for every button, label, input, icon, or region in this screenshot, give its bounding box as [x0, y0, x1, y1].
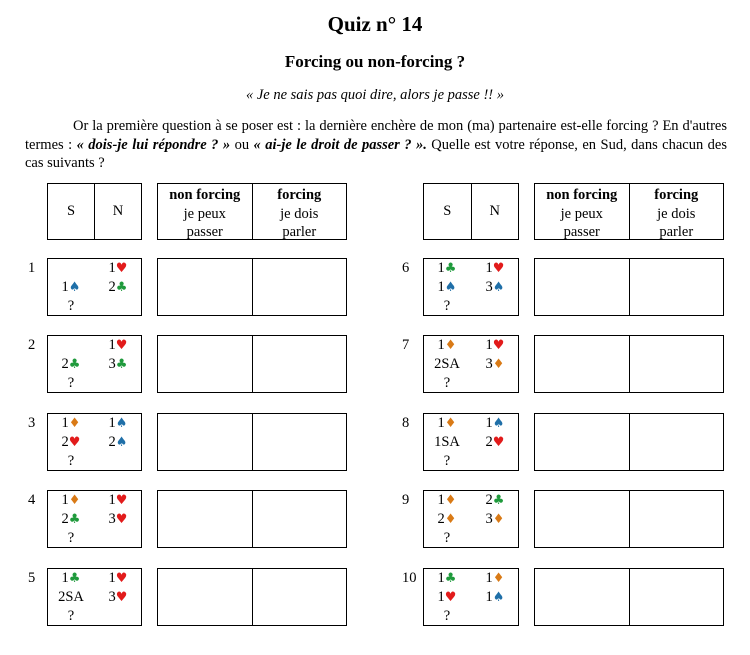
north-bid — [97, 356, 139, 373]
answer-row — [534, 413, 724, 471]
heart-icon: ♥ — [115, 261, 128, 276]
south-bid-level: 2 — [61, 434, 69, 450]
south-bid — [50, 434, 92, 451]
header-nonforcing: non forcing je peux passer — [169, 187, 241, 240]
diamond-icon: ♦ — [492, 571, 505, 586]
south-bid — [426, 511, 468, 528]
club-icon: ♣ — [68, 512, 81, 527]
north-bid — [97, 337, 139, 354]
diamond-icon: ♦ — [492, 357, 505, 372]
heart-icon: ♥ — [492, 435, 505, 450]
heart-icon: ♥ — [492, 338, 505, 353]
south-bid-level: 1 — [437, 260, 445, 276]
north-bid-level: 3 — [108, 511, 116, 527]
south-bid-level: 2 — [61, 511, 69, 527]
north-bid-level: 1 — [108, 492, 116, 508]
north-bid — [474, 434, 516, 451]
diamond-icon: ♦ — [68, 416, 81, 431]
south-bid — [50, 356, 92, 373]
diamond-icon: ♦ — [444, 416, 457, 431]
question-mark: ? — [67, 608, 75, 624]
north-bid — [474, 337, 516, 354]
diamond-icon: ♦ — [68, 493, 81, 508]
south-bid — [426, 589, 468, 606]
south-bid-level: 2 — [61, 356, 69, 372]
answer-forcing-cell[interactable] — [629, 414, 724, 470]
south-bid — [426, 415, 468, 432]
answer-forcing-cell[interactable] — [629, 336, 724, 392]
club-icon: ♣ — [444, 261, 457, 276]
north-bid — [97, 434, 139, 451]
deal-number: 10 — [402, 570, 417, 586]
north-bid — [474, 279, 516, 296]
north-bid-level: 1 — [108, 415, 116, 431]
answer-row — [534, 490, 724, 548]
spade-icon: ♠ — [444, 280, 457, 295]
club-icon: ♣ — [444, 571, 457, 586]
south-bid — [426, 492, 468, 509]
deal-number: 5 — [28, 570, 36, 586]
north-bid — [474, 511, 516, 528]
question-mark: ? — [443, 608, 451, 624]
north-bid — [97, 492, 139, 509]
diamond-icon: ♦ — [444, 512, 457, 527]
question-mark: ? — [67, 375, 75, 391]
heart-icon: ♥ — [115, 512, 128, 527]
deal-number: 9 — [402, 492, 410, 508]
north-bid-level: 3 — [485, 279, 493, 295]
diamond-icon: ♦ — [444, 338, 457, 353]
spade-icon: ♠ — [492, 590, 505, 605]
south-bid-level: 1 — [437, 570, 445, 586]
north-bid — [97, 415, 139, 432]
answer-forcing-cell[interactable] — [629, 491, 724, 547]
header-answers-right — [534, 183, 724, 240]
answer-nonforcing-cell[interactable] — [535, 259, 629, 315]
south-bid — [426, 570, 468, 587]
club-icon: ♣ — [68, 571, 81, 586]
north-bid-level: 1 — [108, 570, 116, 586]
north-bid-level: 1 — [485, 415, 493, 431]
deal-number: 4 — [28, 492, 36, 508]
answer-nonforcing-cell[interactable] — [158, 336, 252, 392]
header-north: N — [94, 184, 141, 239]
deal-number: 3 — [28, 415, 36, 431]
spade-icon: ♠ — [68, 280, 81, 295]
question-mark: ? — [67, 298, 75, 314]
south-bid — [50, 415, 92, 432]
spade-icon: ♠ — [492, 416, 505, 431]
answer-nonforcing-cell[interactable] — [158, 259, 252, 315]
club-icon: ♣ — [115, 280, 128, 295]
deal-number: 2 — [28, 337, 36, 353]
south-bid-level: 1 — [437, 337, 445, 353]
heart-icon: ♥ — [115, 590, 128, 605]
north-bid-level: 2 — [485, 434, 493, 450]
south-bid — [50, 570, 92, 587]
south-bid — [426, 434, 468, 451]
answer-row — [157, 335, 347, 393]
answer-forcing-cell[interactable] — [252, 491, 347, 547]
deal-number: 8 — [402, 415, 410, 431]
intro-paragraph — [25, 117, 727, 173]
north-bid-level: 3 — [108, 589, 116, 605]
spade-icon: ♠ — [492, 280, 505, 295]
south-bid-level: 1 — [61, 492, 69, 508]
answer-nonforcing-cell[interactable] — [158, 491, 252, 547]
north-bid-level: 3 — [485, 356, 493, 372]
heart-icon: ♥ — [68, 435, 81, 450]
answer-row — [534, 335, 724, 393]
club-icon: ♣ — [492, 493, 505, 508]
intro-text-1: Or la première question à se poser est : la dernière enchère de mon (ma) partenaire est-elle forcing ? En d'autres termes : — [25, 118, 727, 153]
north-bid — [97, 589, 139, 606]
answer-forcing-cell[interactable] — [629, 259, 724, 315]
north-bid — [474, 570, 516, 587]
page-title: Quiz n° 14 — [327, 12, 423, 36]
club-icon: ♣ — [68, 357, 81, 372]
club-icon: ♣ — [115, 357, 128, 372]
answer-nonforcing-cell[interactable] — [535, 569, 629, 625]
north-bid-level: 1 — [485, 260, 493, 276]
heart-icon: ♥ — [492, 261, 505, 276]
answer-forcing-cell[interactable] — [252, 336, 347, 392]
page-subtitle: Forcing ou non-forcing ? — [284, 52, 466, 71]
north-bid-level: 2 — [108, 434, 116, 450]
answer-row — [157, 568, 347, 626]
answer-forcing-cell[interactable] — [252, 414, 347, 470]
spade-icon: ♠ — [115, 435, 128, 450]
south-bid — [50, 279, 92, 296]
quote: « Je ne sais pas quoi dire, alors je passe !! » — [245, 87, 505, 103]
heart-icon: ♥ — [115, 493, 128, 508]
answer-nonforcing-cell[interactable] — [158, 569, 252, 625]
answer-row — [157, 490, 347, 548]
south-bid — [426, 356, 468, 373]
north-bid — [97, 279, 139, 296]
north-bid-level: 3 — [485, 511, 493, 527]
south-bid — [426, 337, 468, 354]
south-bid-level: 1 — [437, 415, 445, 431]
north-bid — [97, 570, 139, 587]
header-sn-left — [47, 183, 142, 240]
header-north: N — [471, 184, 519, 239]
question-mark: ? — [443, 453, 451, 469]
question-mark: ? — [443, 298, 451, 314]
south-bid-level: 1SA — [434, 434, 460, 450]
answer-row — [534, 568, 724, 626]
question-mark: ? — [67, 530, 75, 546]
north-bid-level: 1 — [485, 337, 493, 353]
header-answers-left — [157, 183, 347, 240]
north-bid-level: 1 — [485, 589, 493, 605]
north-bid — [474, 356, 516, 373]
south-bid-level: 1 — [437, 492, 445, 508]
south-bid-level: 1 — [61, 570, 69, 586]
answer-row — [157, 258, 347, 316]
north-bid-level: 1 — [108, 337, 116, 353]
north-bid — [97, 260, 139, 277]
answer-forcing-cell[interactable] — [252, 259, 347, 315]
heart-icon: ♥ — [444, 590, 457, 605]
north-bid-level: 3 — [108, 356, 116, 372]
question-mark: ? — [443, 530, 451, 546]
answer-nonforcing-cell[interactable] — [158, 414, 252, 470]
south-bid — [426, 279, 468, 296]
deal-number: 6 — [402, 260, 410, 276]
intro-text-3: Quelle est votre réponse, en Sud, dans chacun des cas suivants ? — [25, 136, 728, 171]
north-bid-level: 2 — [485, 492, 493, 508]
south-bid-level: 2SA — [58, 589, 84, 605]
answer-nonforcing-cell[interactable] — [535, 336, 629, 392]
answer-nonforcing-cell[interactable] — [535, 491, 629, 547]
header-south: S — [443, 203, 452, 219]
north-bid — [474, 492, 516, 509]
answer-forcing-cell[interactable] — [629, 569, 724, 625]
header-nonforcing: non forcing je peux passer — [546, 187, 618, 240]
north-bid — [97, 511, 139, 528]
intro-question-1: « dois-je lui répondre ? » — [76, 136, 231, 153]
north-bid — [474, 260, 516, 277]
intro-question-2: « ai-je le droit de passer ? ». — [253, 136, 427, 153]
heart-icon: ♥ — [115, 338, 128, 353]
diamond-icon: ♦ — [492, 512, 505, 527]
header-forcing: forcing je dois parler — [629, 184, 724, 239]
north-bid-level: 1 — [108, 260, 116, 276]
question-mark: ? — [443, 375, 451, 391]
answer-nonforcing-cell[interactable] — [535, 414, 629, 470]
intro-text-2: ou — [230, 136, 254, 153]
answer-row — [534, 258, 724, 316]
deal-number: 1 — [28, 260, 36, 276]
header-forcing: forcing je dois parler — [252, 184, 347, 239]
answer-forcing-cell[interactable] — [252, 569, 347, 625]
deal-number: 7 — [402, 337, 410, 353]
south-bid-level: 1 — [437, 589, 445, 605]
south-bid — [50, 511, 92, 528]
answer-row — [157, 413, 347, 471]
south-bid — [50, 492, 92, 509]
north-bid — [474, 589, 516, 606]
north-bid — [474, 415, 516, 432]
south-bid — [426, 260, 468, 277]
spade-icon: ♠ — [115, 416, 128, 431]
south-bid — [50, 589, 92, 606]
diamond-icon: ♦ — [444, 493, 457, 508]
south-bid-level: 1 — [437, 279, 445, 295]
south-bid-level: 1 — [61, 415, 69, 431]
north-bid-level: 1 — [485, 570, 493, 586]
heart-icon: ♥ — [115, 571, 128, 586]
south-bid-level: 2 — [437, 511, 445, 527]
south-bid-level: 2SA — [434, 356, 460, 372]
header-sn-right — [423, 183, 519, 240]
question-mark: ? — [67, 453, 75, 469]
header-south: S — [66, 203, 76, 219]
north-bid-level: 2 — [108, 279, 116, 295]
south-bid-level: 1 — [61, 279, 69, 295]
